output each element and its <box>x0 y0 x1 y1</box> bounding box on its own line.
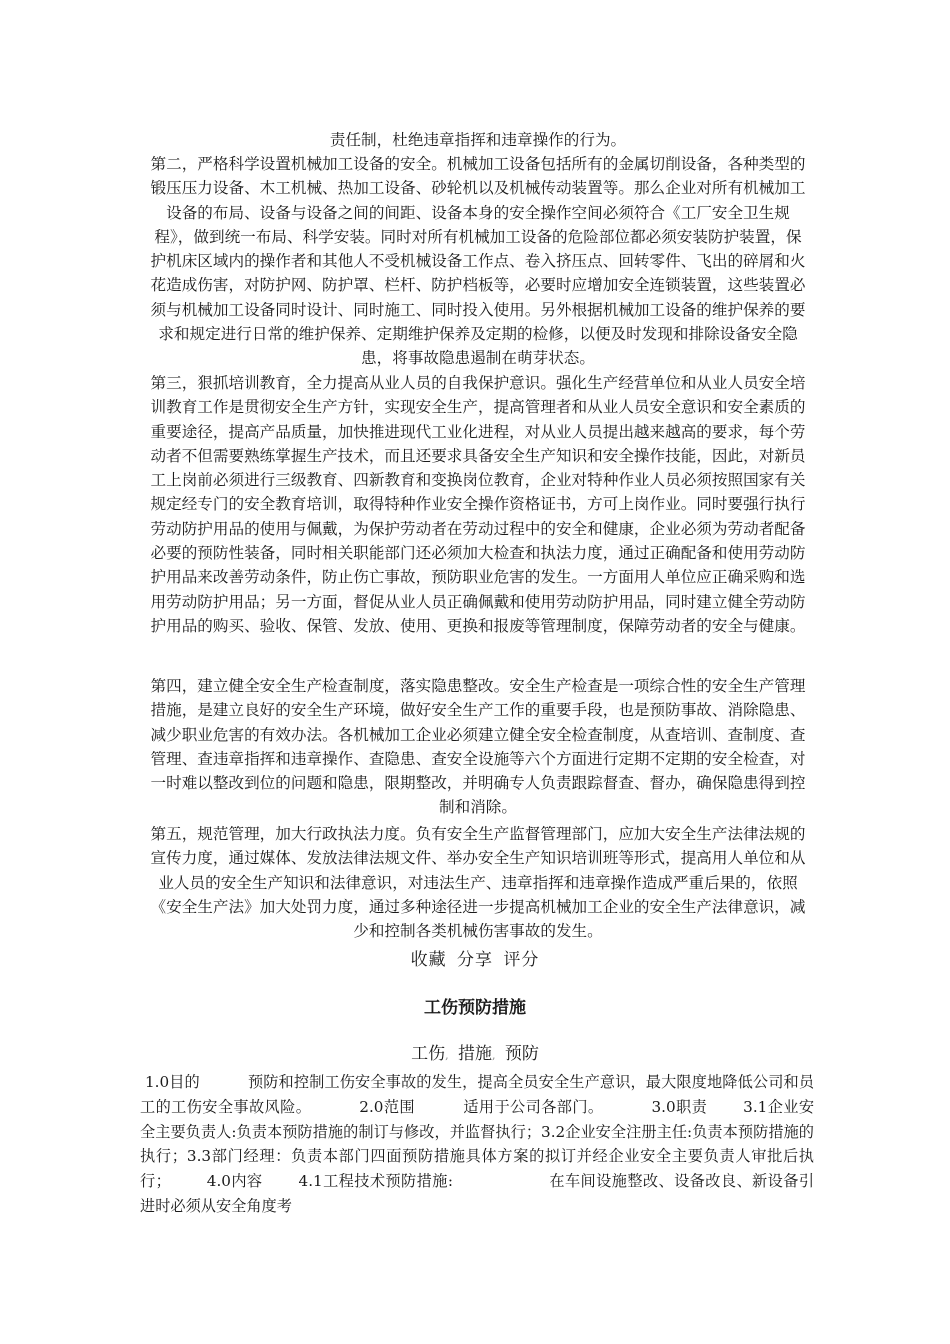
tag-list <box>0 1042 950 1068</box>
article-actions <box>0 948 950 972</box>
tag-link[interactable]: 工伤 <box>411 1044 446 1064</box>
scope-heading: 2.0范围 <box>359 1097 415 1116</box>
section-body <box>140 1070 814 1219</box>
tag-separator: , <box>492 1049 496 1062</box>
purpose-text: 预防和控制工伤安全事故的发生，提高全员安全生产意识，最大限度地降低公司和员工的工伤安全事故风险。 <box>140 1073 815 1116</box>
collect-link[interactable]: 收藏 <box>410 950 447 970</box>
duty-heading: 3.0职责 <box>651 1097 708 1116</box>
paragraph-second-equipment: 第二，严格科学设置机械加工设备的安全。机械加工设备包括所有的金属切削设备，各种类型的锻压压力设备、木工机械、热加工设备、砂轮机以及机械传动装置等。那么企业对所有机械加工设备的布局、设备与设备之间的间距、设备本身的安全操作空间必须符合《工厂安全卫生规程》，做到统一布局、科学安装。同时对所有机械加工设备的危险部位都必须安装防护装置，保护机床区域内的操作者和其他人不受机械设备工作点、卷入挤压点、回转零件、飞出的碎屑和火花造成伤害，对防护网、防护罩、栏杆、防护档板等，必要时应增加安全连锁装置，这些装置必须与机械加工设备同时设计、同时施工、同时投入使用。另外根据机械加工设备的维护保养的要求和规定进行日常的维护保养、定期维护保养及定期的检修，以便及时发现和排除设备安全隐患，将事故隐患遏制在萌芽状态。 <box>150 155 806 368</box>
duty-item-3-3: 3.3部门经理：负责本部门四面预防措施具体方案的拟订并经企业安全主要负责人审批后执行； <box>140 1147 814 1191</box>
share-link[interactable]: 分享 <box>457 950 493 970</box>
section-title: 工伤预防措施 <box>424 998 526 1018</box>
rate-link[interactable]: 评分 <box>503 950 540 970</box>
content-item-4-1-text: 在车间设施整改、设备改良、新设备引进时必须从安全角度考 <box>140 1172 815 1215</box>
purpose-heading: 1.0目的 <box>144 1073 200 1091</box>
duty-item-3-1: 3.1企业安全主要负责人:负责本预防措施的制订与修改，并监督执行； <box>140 1097 815 1141</box>
paragraph-fourth-inspection: 第四，建立健全安全生产检查制度，落实隐患整改。安全生产检查是一项综合性的安全生产管理措施，是建立良好的安全生产环境，做好安全生产工作的重要手段，也是预防事故、消除隐患、减少职业危害的有效办法。各机械加工企业必须建立健全安全检查制度，从查培训、查制度、查管理、查违章指挥和违章操作、查隐患、查安全设施等六个方面进行定期不定期的安全检查，对一时难以整改到位的问题和隐患，限期整改，并明确专人负责跟踪督查、督办，确保隐患得到控制和消除。 <box>150 677 806 817</box>
duty-item-3-2: 3.2企业安全注册主任:负责本预防措施的执行； <box>140 1122 814 1166</box>
paragraph-third-training: 第三，狠抓培训教育，全力提高从业人员的自我保护意识。强化生产经营单位和从业人员安全培训教育工作是贯彻安全生产方针，实现安全生产，提高管理者和从业人员安全意识和安全素质的重要途径，提高产品质量，加快推进现代工业化进程，对从业人员提出越来越高的要求，每个劳动者不但需要熟练掌握生产技术，而且还要求具备安全生产知识和安全操作技能，因此，对新员工上岗前必须进行三级教育、四新教育和变换岗位教育，企业对特种作业人员必须按照国家有关规定经专门的安全教育培训，取得特种作业安全操作资格证书，方可上岗作业。同时要强行执行劳动防护用品的使用与佩戴，为保护劳动者在劳动过程中的安全和健康，企业必须为劳动者配备必要的预防性装备，同时相关职能部门还必须加大检查和执法力度，通过正确配备和使用劳动防护用品来改善劳动条件，防止伤亡事故，预防职业危害的发生。一方面用人单位应正确采购和选用劳动防护用品；另一方面，督促从业人员正确佩戴和使用劳动防护用品，同时建立健全劳动防护用品的购买、验收、保管、发放、使用、更换和报废等管理制度，保障劳动者的安全与健康。 <box>150 374 806 635</box>
paragraph-responsibility-tail: 责任制，杜绝违章指挥和违章操作的行为。 <box>329 131 627 149</box>
tag-link[interactable]: 措施 <box>458 1044 492 1064</box>
tag-separator: , <box>445 1049 449 1062</box>
content-item-4-1: 4.1工程技术预防措施: <box>298 1172 453 1191</box>
scope-text: 适用于公司各部门。 <box>462 1097 604 1116</box>
content-heading: 4.0内容 <box>206 1172 263 1191</box>
tag-link[interactable]: 预防 <box>504 1044 539 1064</box>
paragraph-fifth-management: 第五，规范管理，加大行政执法力度。负有安全生产监督管理部门，应加大安全生产法律法规的宣传力度，通过媒体、发放法律法规文件、举办安全生产知识培训班等形式，提高用人单位和从业人员的安全生产知识和法律意识，对违法生产、违章指挥和违章操作造成严重后果的，依照《安全生产法》加大处罚力度，通过多种途径进一步提高机械加工企业的安全生产法律意识，减少和控制各类机械伤害事故的发生。 <box>150 825 806 941</box>
